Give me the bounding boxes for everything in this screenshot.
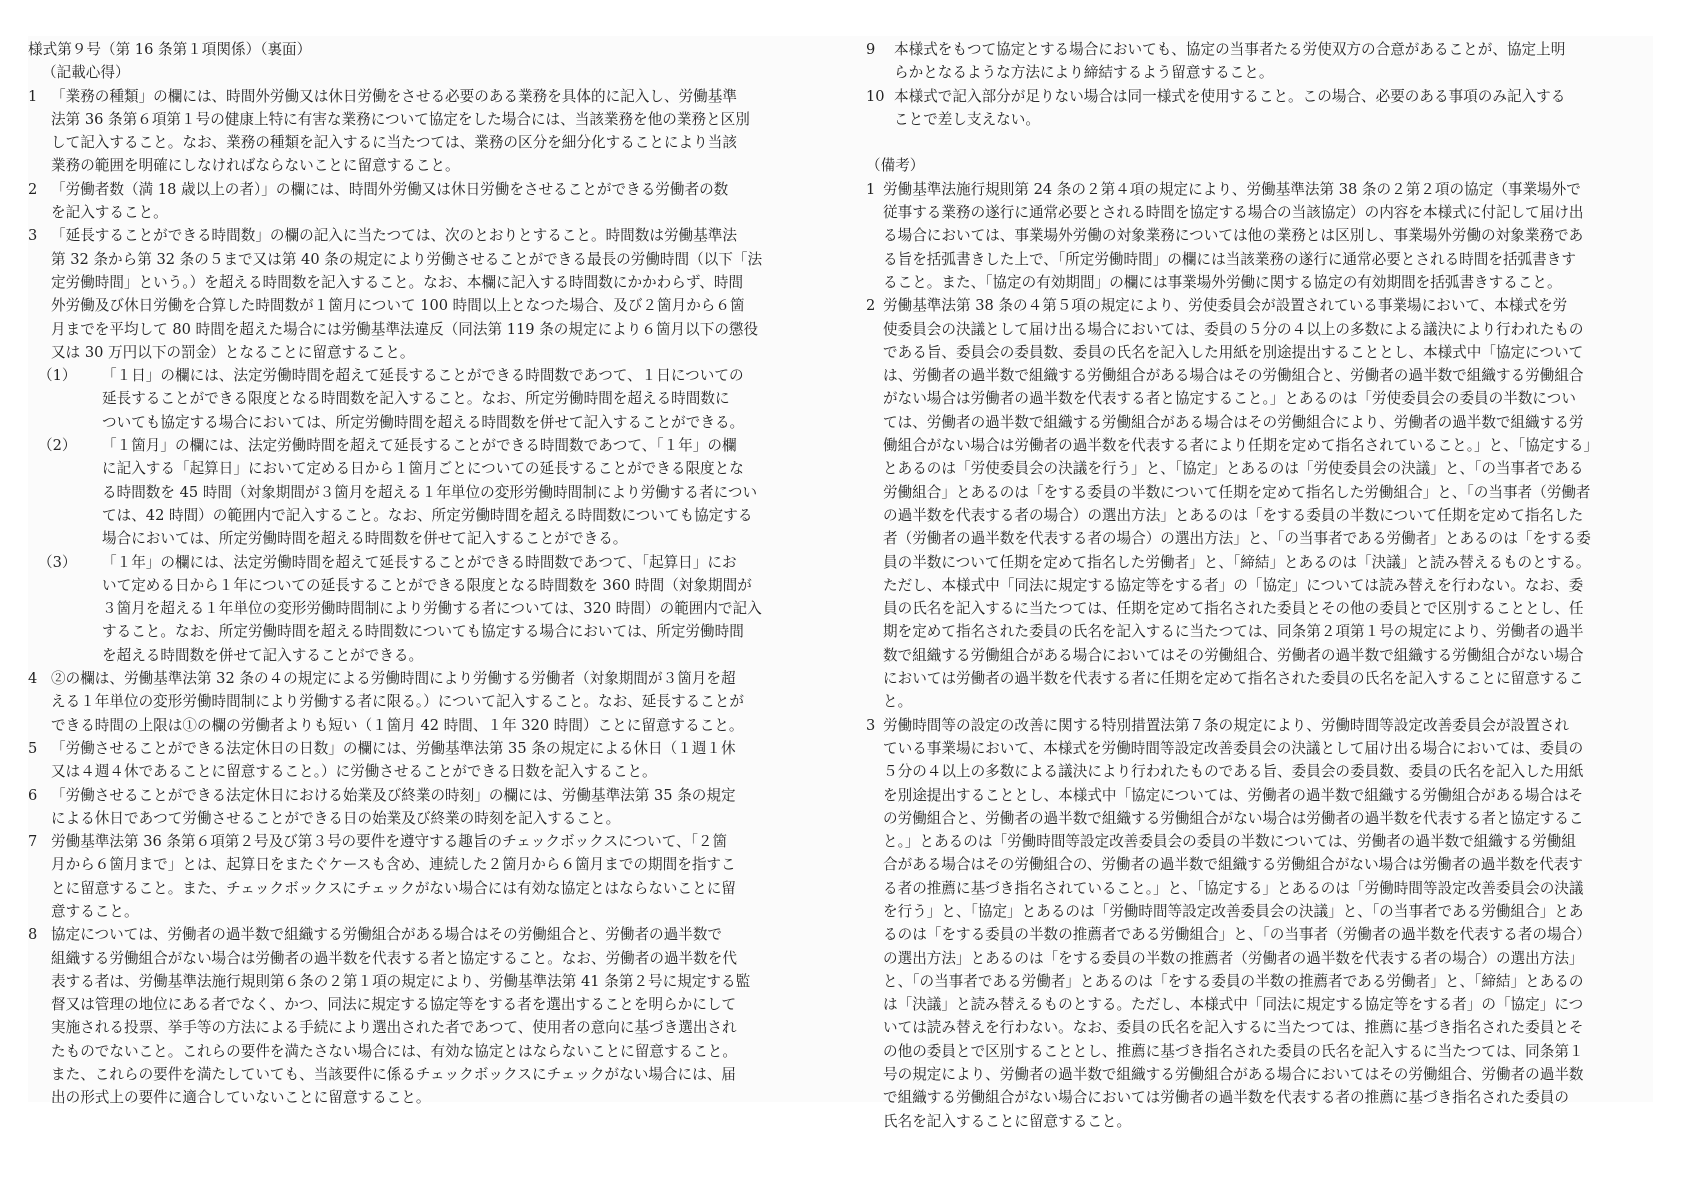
remark-line: 従事する業務の遂行に通常必要とされる時間を協定する場合の当該協定）の内容を本様式に付記して届け出 bbox=[883, 204, 1584, 222]
instruction-item-4 bbox=[28, 667, 821, 737]
remark-number: 1 bbox=[866, 180, 876, 198]
item-number: 5 bbox=[28, 739, 38, 757]
remark-item-3 bbox=[866, 714, 1676, 1133]
item-line: ②の欄は、労働基準法第 32 条の４の規定による労働時間により労働する労働者（対象期間が３箇月を超 bbox=[51, 670, 736, 688]
item-line: 表する者は、労働基準法施行規則第６条の２第１項の規定により、労働基準法第 41 条第２号に規定する監 bbox=[51, 972, 751, 990]
subitem-line: 「１日」の欄には、法定労働時間を超えて延長することができる時間数であつて、１日についての bbox=[102, 367, 744, 385]
remark-line: は「決議」と読み替えるものとする。ただし、本様式中「同法に規定する協定等をする者」の「協定」につ bbox=[883, 996, 1584, 1014]
remark-line: 氏名を記入することに留意すること。 bbox=[883, 1112, 1132, 1130]
form-subtitle: （記載心得） bbox=[42, 64, 130, 82]
remark-line: 労働基準法第 38 条の４第５項の規定により、労使委員会が設置されている事業場において、本様式を労 bbox=[883, 297, 1568, 315]
item-line: 又は 30 万円以下の罰金）となることに留意すること。 bbox=[51, 343, 415, 361]
instruction-item-7 bbox=[28, 830, 821, 923]
item-line: 本様式で記入部分が足りない場合は同一様式を使用すること。この場合、必要のある事項のみ記入する bbox=[894, 87, 1566, 105]
instruction-item-3 bbox=[28, 224, 821, 364]
remark-line: ただし、本様式中「同法に規定する協定等をする者」の「協定」については読み替えを行わない。なお、委 bbox=[883, 576, 1584, 594]
subitem-line: すること。なお、所定労働時間を超える時間数についても協定する場合においては、所定労働時間 bbox=[102, 623, 744, 641]
remark-line: と、「の当事者である労働者」とあるのは「をする委員の半数の推薦者である労働者」と、「締結」とあるの bbox=[883, 972, 1584, 990]
item-number: 7 bbox=[28, 833, 38, 851]
remark-line: ５分の４以上の多数による議決により行われたものである旨、委員会の委員数、委員の氏名を記入した用紙 bbox=[883, 763, 1584, 781]
remark-line: るのは「をする委員の半数の推薦者である労働組合」と、「の当事者（労働者の過半数を代表する者の場合） bbox=[883, 926, 1591, 944]
remark-line: と。 bbox=[883, 693, 913, 711]
subitem-number: （2） bbox=[38, 437, 77, 455]
remark-line: を行う」と、「協定」とあるのは「労働時間等設定改善委員会の決議」と、「の当事者である労働組合」とあ bbox=[883, 902, 1584, 920]
remark-line: がない場合は労働者の過半数を代表する者と協定すること。」とあるのは「労使委員会の委員の半数につい bbox=[883, 390, 1576, 408]
instruction-subitem-3-3 bbox=[28, 551, 821, 667]
subitem-line: に記入する「起算日」において定める日から１箇月ごとについての延長することができる限度とな bbox=[102, 460, 744, 478]
subitem-line: 「１年」の欄には、法定労働時間を超えて延長することができる時間数であつて、「起算日」にお bbox=[102, 553, 737, 571]
instruction-subitem-3-1 bbox=[28, 364, 821, 434]
remark-line: る者の推薦に基づき指名されていること。」と、「協定する」とあるのは「労働時間等設定改善委員会の決議 bbox=[883, 879, 1584, 897]
remark-line: 合がある場合はその労働組合の、労働者の過半数で組織する労働組合がない場合は労働者の過半数を代表す bbox=[883, 856, 1583, 874]
item-line: を記入すること。 bbox=[51, 204, 168, 222]
item-line: 又は４週４休であることに留意すること。）に労働させることができる日数を記入すること。 bbox=[51, 763, 657, 781]
remark-line: 使委員会の決議として届け出る場合においては、委員の５分の４以上の多数による議決により行われたもの bbox=[883, 320, 1584, 338]
remark-line: る場合においては、事業場外労働の対象業務については他の業務とは区別し、事業場外労働の対象業務であ bbox=[883, 227, 1584, 245]
item-line: 法第 36 条第６項第１号の健康上特に有害な業務について協定をした場合には、当該業務を他の業務と区別 bbox=[51, 110, 750, 128]
item-line: 定労働時間」という。）を超える時間数を記入すること。なお、本欄に記入する時間数にかかわらず、時間 bbox=[51, 273, 744, 291]
remark-line: る旨を括弧書きした上で、「所定労働時間」の欄には当該業務の遂行に通常必要とされる時間を括弧書きす bbox=[883, 250, 1576, 268]
remark-item-1 bbox=[866, 178, 1676, 294]
subitem-line: を超える時間数を併せて記入することができる。 bbox=[102, 646, 424, 664]
item-number: 4 bbox=[28, 670, 38, 688]
subitem-number: （3） bbox=[38, 553, 77, 571]
item-line: 労働基準法第 36 条第６項第２号及び第３号の要件を遵守する趣旨のチェックボックスについて、「２箇 bbox=[51, 833, 728, 851]
instruction-item-8 bbox=[28, 923, 821, 1109]
remark-line: の過半数を代表する者の場合）の選出方法」とあるのは「をする委員の半数について任期を定めて指名した bbox=[883, 506, 1584, 524]
subitem-line: る時間数を 45 時間（対象期間が３箇月を超える１年単位の変形労働時間制により労働する者につい bbox=[102, 483, 758, 501]
remark-line: 員の半数について任期を定めて指名した労働者」と、「締結」とあるのは「決議」と読み替えるものとする。 bbox=[883, 553, 1591, 571]
remark-line: の労働組合と、労働者の過半数で組織する労働組合がない場合は労働者の過半数を代表する者と協定するこ bbox=[883, 809, 1584, 827]
remark-line: 号の規定により、労働者の過半数で組織する労働組合がある場合においてはその労働組合、労働者の過半数 bbox=[883, 1066, 1584, 1084]
item-line: 実施される投票、挙手等の方法による手続により選出された者であつて、使用者の意向に基づき選出され bbox=[51, 1019, 737, 1037]
form-title: 様式第９号（第 16 条第１項関係）（裏面） bbox=[28, 41, 312, 58]
item-line: らかとなるような方法により締結するよう留意すること。 bbox=[894, 64, 1274, 82]
remarks-heading: （備考） bbox=[866, 157, 925, 175]
right-column bbox=[866, 38, 1676, 1133]
subitem-line: 延長することができる限度となる時間数を記入すること。なお、所定労働時間を超える時間数に bbox=[102, 390, 730, 408]
item-line: とに留意すること。また、チェックボックスにチェックがない場合には有効な協定とはならないことに留 bbox=[51, 879, 736, 897]
subitem-line: ３箇月を超える１年単位の変形労働時間制により労働する者については、320 時間）の範囲内で記入 bbox=[102, 600, 762, 618]
instruction-item-1 bbox=[28, 85, 821, 178]
item-line: 組織する労働組合がない場合は労働者の過半数を代表する者と協定すること。なお、労働者の過半数を代 bbox=[51, 949, 737, 967]
item-number: 1 bbox=[28, 87, 38, 105]
item-line: また、これらの要件を満たしていても、当該要件に係るチェックボックスにチェックがない場合には、届 bbox=[51, 1066, 736, 1084]
left-column bbox=[28, 38, 821, 1110]
subitem-line: 「１箇月」の欄には、法定労働時間を超えて延長することができる時間数であつて、「１年」の欄 bbox=[102, 437, 737, 455]
item-line: 第 32 条から第 32 条の５まで又は第 40 条の規定により労働させることができる最長の労働時間（以下「法 bbox=[51, 250, 763, 268]
item-line: 「労働させることができる法定休日における始業及び終業の時刻」の欄には、労働基準法第 35 条の規定 bbox=[51, 786, 736, 804]
remark-line: 働組合がない場合は労働者の過半数を代表する者により任期を定めて指名されていること。」と、「協定する」 bbox=[883, 437, 1599, 455]
remark-item-2 bbox=[866, 294, 1676, 713]
remark-line: 者（労働者の過半数を代表する者の場合）の選出方法」と、「の当事者である労働者」とあるのは「をする委 bbox=[883, 530, 1591, 548]
item-number: 2 bbox=[28, 180, 38, 198]
remark-line: の選出方法」とあるのは「をする委員の半数の推薦者（労働者の過半数を代表する者の場合）の選出方法」 bbox=[883, 949, 1584, 967]
subitem-line: ては、42 時間）の範囲内で記入すること。なお、所定労働時間を超える時間数についても協定する bbox=[102, 506, 753, 524]
item-line: たものでないこと。これらの要件を満たさない場合には、有効な協定とはならないことに留意すること。 bbox=[51, 1042, 737, 1060]
remark-line: を別途提出することとし、本様式中「協定については、労働者の過半数で組織する労働組合がある場合はそ bbox=[883, 786, 1584, 804]
remark-line: いては読み替えを行わない。なお、委員の氏名を記入するに当たつては、推薦に基づき指名された委員とそ bbox=[883, 1019, 1584, 1037]
remark-line: である旨、委員会の委員数、委員の氏名を記入した用紙を別途提出することとし、本様式中「協定について bbox=[883, 343, 1584, 361]
remark-line: ること。また、「協定の有効期間」の欄には事業場外労働に関する協定の有効期間を括弧書きすること。 bbox=[883, 273, 1562, 291]
instruction-item-5 bbox=[28, 737, 821, 784]
remark-line: と。」とあるのは「労働時間等設定改善委員会の委員の半数については、労働者の過半数で組織する労働組 bbox=[883, 833, 1576, 851]
subitem-line: ついても協定する場合においては、所定労働時間を超える時間数を併せて記入することができる。 bbox=[102, 413, 745, 431]
item-line: による休日であつて労働させることができる日の始業及び終業の時刻を記入すること。 bbox=[51, 809, 621, 827]
item-line: 「労働者数（満 18 歳以上の者）」の欄には、時間外労働又は休日労働をさせることができる労働者の数 bbox=[51, 180, 729, 198]
instruction-item-6 bbox=[28, 784, 821, 831]
item-line: 協定については、労働者の過半数で組織する労働組合がある場合はその労働組合と、労働者の過半数で bbox=[51, 926, 723, 944]
remark-line: で組織する労働組合がない場合においては労働者の過半数を代表する者の推薦に基づき指名された委員の bbox=[883, 1089, 1569, 1107]
item-line: 督又は管理の地位にある者でなく、かつ、同法に規定する協定等をする者を選出することを明らかにして bbox=[51, 996, 737, 1014]
remark-line: 労働基準法施行規則第 24 条の２第４項の規定により、労働基準法第 38 条の２第２項の協定（事業場外で bbox=[883, 180, 1581, 198]
remark-line: においては労働者の過半数を代表する者に任期を定めて指名された委員の氏名を記入することに留意するこ bbox=[883, 670, 1584, 688]
remark-line: 員の氏名を記入するに当たつては、任期を定めて指名された委員とその他の委員とで区別することとし、任 bbox=[883, 600, 1584, 618]
remark-number: 3 bbox=[866, 716, 876, 734]
remark-line: ている事業場において、本様式を労働時間等設定改善委員会の決議として届け出る場合においては、委員の bbox=[883, 739, 1584, 757]
instruction-subitem-3-2 bbox=[28, 434, 821, 550]
remark-number: 2 bbox=[866, 297, 876, 315]
remark-line: とあるのは「労使委員会の決議を行う」と、「協定」とあるのは「労使委員会の決議」と、「の当事者である bbox=[883, 460, 1584, 478]
item-line: 月から６箇月まで」とは、起算日をまたぐケースも含め、連続した２箇月から６箇月までの期間を指すこ bbox=[51, 856, 736, 874]
item-line: 「労働させることができる法定休日の日数」の欄には、労働基準法第 35 条の規定による休日（１週１休 bbox=[51, 739, 736, 757]
item-line: 出の形式上の要件に適合していないことに留意すること。 bbox=[51, 1089, 431, 1107]
item-number: 6 bbox=[28, 786, 38, 804]
item-number: 8 bbox=[28, 926, 38, 944]
remark-line: は、労働者の過半数で組織する労働組合がある場合はその労働組合と、労働者の過半数で組織する労働組合 bbox=[883, 367, 1584, 385]
item-line: して記入すること。なお、業務の種類を記入するに当たつては、業務の区分を細分化することにより当該 bbox=[51, 134, 737, 152]
remark-line: 数で組織する労働組合がある場合においてはその労働組合、労働者の過半数で組織する労働組合がない場合 bbox=[883, 646, 1584, 664]
item-line: 意すること。 bbox=[51, 902, 139, 920]
item-line: できる時間の上限は①の欄の労働者よりも短い（１箇月 42 時間、１年 320 時間）ことに留意すること。 bbox=[51, 716, 744, 734]
remark-line: 労働時間等の設定の改善に関する特別措置法第７条の規定により、労働時間等設定改善委員会が設置され bbox=[883, 716, 1569, 734]
item-number: 10 bbox=[866, 87, 885, 105]
item-line: 「延長することができる時間数」の欄の記入に当たつては、次のとおりとすること。時間数は労働基準法 bbox=[51, 227, 737, 245]
item-line: 外労働及び休日労働を合算した時間数が１箇月について 100 時間以上となつた場合、及び２箇月から６箇 bbox=[51, 297, 745, 315]
instruction-item-2 bbox=[28, 178, 821, 225]
remark-line: の他の委員とで区別することとし、推薦に基づき指名された委員の氏名を記入するに当たつては、同条第１ bbox=[883, 1042, 1584, 1060]
remark-line: 期を定めて指名された委員の氏名を記入するに当たつては、同条第２項第１号の規定により、労働者の過半 bbox=[883, 623, 1584, 641]
spacer bbox=[866, 131, 1676, 154]
item-line: 月までを平均して 80 時間を超えた場合には労働基準法違反（同法第 119 条の規定により６箇月以下の懲役 bbox=[51, 320, 759, 338]
item-line: 業務の範囲を明確にしなければならないことに留意すること。 bbox=[51, 157, 460, 175]
item-line: 「業務の種類」の欄には、時間外労働又は休日労働をさせる必要のある業務を具体的に記入し、労働基準 bbox=[51, 87, 737, 105]
item-line: ことで差し支えない。 bbox=[894, 110, 1040, 128]
item-number: 3 bbox=[28, 227, 38, 245]
item-line: える１年単位の変形労働時間制により労働する者に限る。）について記入すること。なお、延長することが bbox=[51, 693, 744, 711]
subitem-line: 場合においては、所定労働時間を超える時間数を併せて記入することができる。 bbox=[102, 530, 628, 548]
remark-line: 労働組合」とあるのは「をする委員の半数について任期を定めて指名した労働組合」と、「の当事者（労働者 bbox=[883, 483, 1591, 501]
instruction-item-9 bbox=[866, 38, 1676, 85]
item-line: 本様式をもつて協定とする場合においても、協定の当事者たる労使双方の合意があることが、協定上明 bbox=[894, 41, 1566, 58]
subitem-number: （1） bbox=[38, 367, 77, 385]
item-number: 9 bbox=[866, 41, 876, 58]
document-page bbox=[28, 36, 1653, 1130]
remark-line: ては、労働者の過半数で組織する労働組合がある場合はその労働組合により、労働者の過半数で組織する労 bbox=[883, 413, 1584, 431]
subitem-line: いて定める日から１年についての延長することができる限度となる時間数を 360 時間（対象期間が bbox=[102, 576, 752, 594]
instruction-item-10 bbox=[866, 85, 1676, 132]
